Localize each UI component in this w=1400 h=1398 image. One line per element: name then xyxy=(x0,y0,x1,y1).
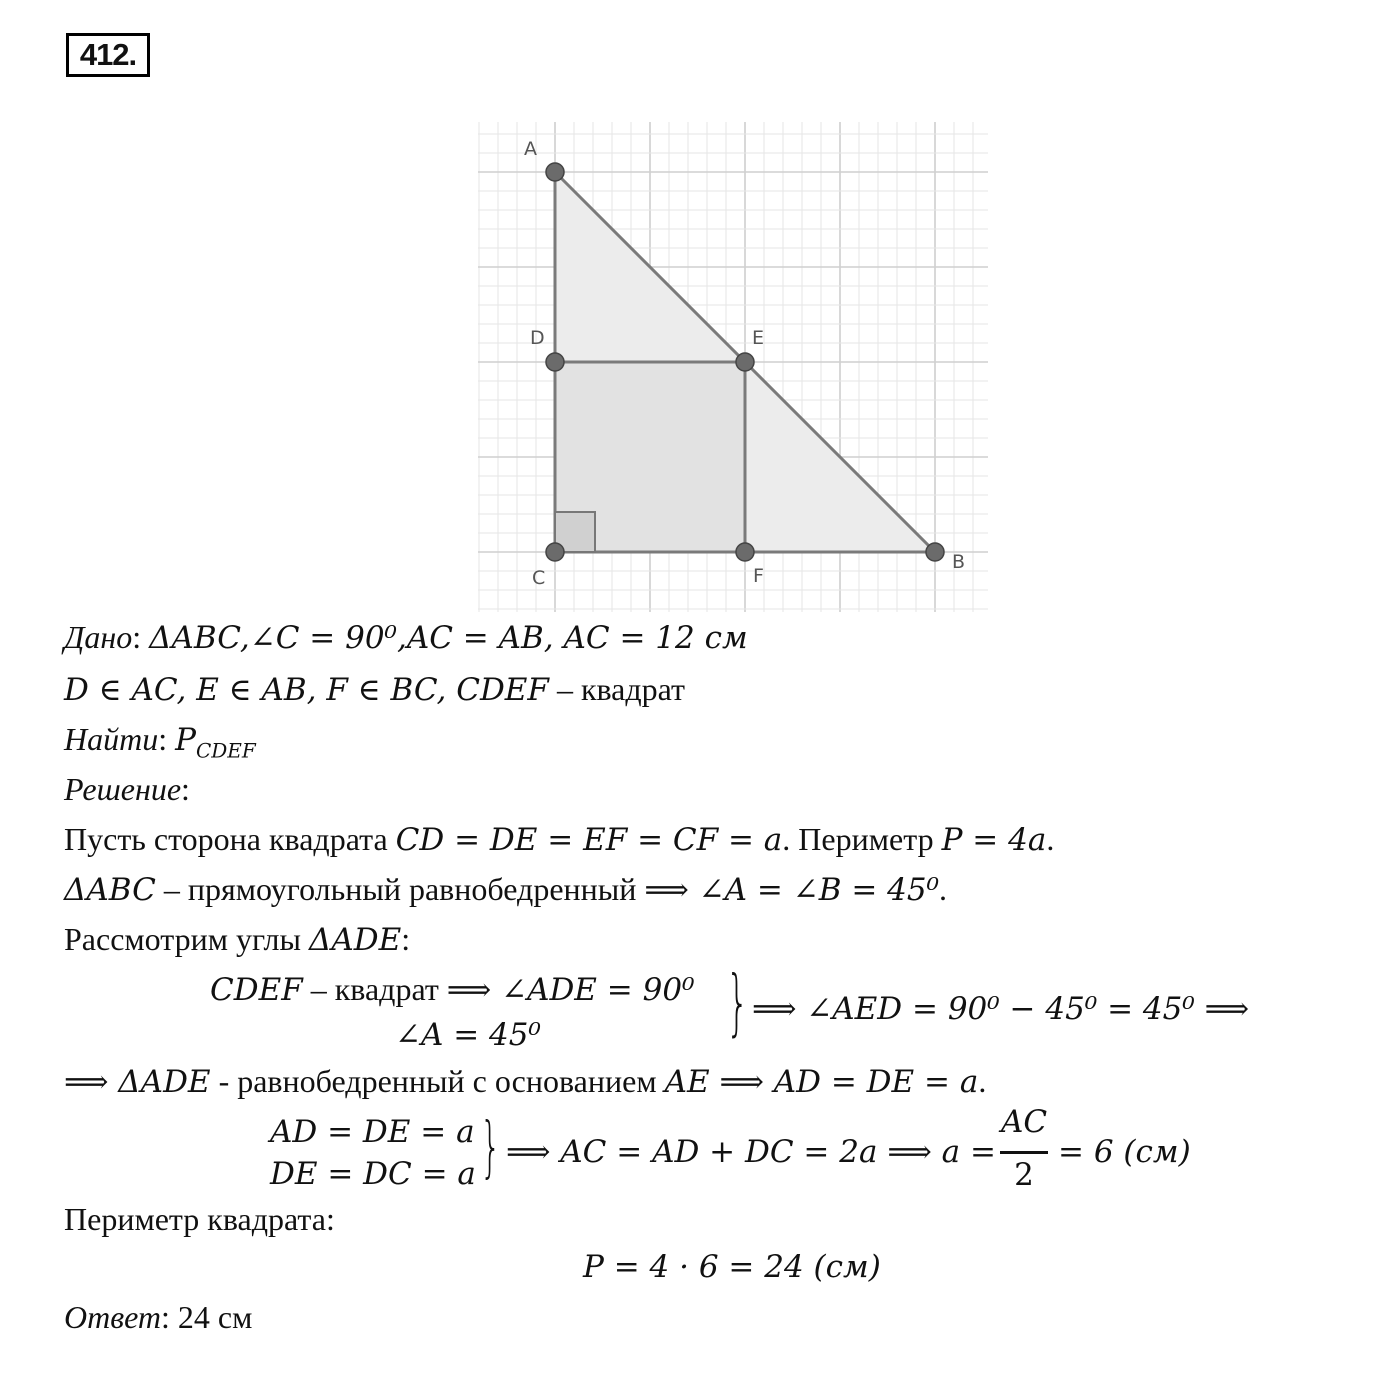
answer-value: : 24 см xyxy=(161,1299,253,1335)
system1-result: ⟹ ∠AED = 90⁰ − 45⁰ = 45⁰ ⟹ xyxy=(752,991,1250,1027)
l2-end: . xyxy=(939,871,948,907)
label-c: C xyxy=(532,567,546,589)
system2-line-b: DE = DC = a xyxy=(270,1156,476,1192)
system2-line-a: AD = DE = a xyxy=(270,1114,475,1150)
l4-text: - равнобедренный с основанием xyxy=(210,1063,665,1099)
label-e: E xyxy=(752,327,765,349)
find-subscript: CDEF xyxy=(195,738,256,763)
point-b xyxy=(926,543,944,561)
problem-number: 412. xyxy=(66,33,150,77)
l2-math2: ⟹ ∠A = ∠B = 45⁰ xyxy=(644,872,940,908)
solution-heading: Решение: xyxy=(64,771,190,807)
l1-end: . xyxy=(1046,821,1055,857)
fraction-denominator: 2 xyxy=(1014,1157,1034,1193)
point-c xyxy=(546,543,564,561)
solution-line-4 xyxy=(64,1065,986,1098)
label-b: B xyxy=(952,551,966,573)
solution-label: Решение xyxy=(64,771,182,807)
given-square-text: – квадрат xyxy=(548,671,686,707)
sys1-a-math2: ⟹ ∠ADE = 90⁰ xyxy=(446,972,695,1008)
answer-line xyxy=(64,1301,252,1333)
system1-line-a xyxy=(210,973,695,1006)
l1-math2: P = 4a xyxy=(941,822,1047,858)
system2-tail: = 6 (см) xyxy=(1058,1134,1191,1170)
l2-text: – прямоугольный равнобедренный xyxy=(155,871,645,907)
triangle-figure xyxy=(478,122,988,612)
l4-math2: AE ⟹ AD = DE = a xyxy=(664,1064,979,1100)
solution-line-1 xyxy=(64,823,1054,856)
l4-math: ⟹ ΔADE xyxy=(64,1064,211,1100)
given-label: Дано xyxy=(64,619,133,655)
answer-label: Ответ xyxy=(64,1299,161,1335)
given-conditions: ΔABC,∠C = 90⁰,AC = AB, AC = 12 см xyxy=(149,620,748,656)
find-label: Найти xyxy=(64,721,159,757)
system1-line-b: ∠A = 45⁰ xyxy=(395,1017,541,1053)
fraction-numerator: AC xyxy=(1000,1104,1048,1140)
find-value: P xyxy=(175,722,196,758)
label-f: F xyxy=(753,565,764,587)
l3-text: Рассмотрим углы xyxy=(64,921,309,957)
given-line-1: Дано: ΔABC,∠C = 90⁰,AC = AB, AC = 12 см xyxy=(64,619,748,656)
label-a: A xyxy=(524,138,537,160)
sys1-a-text: – квадрат xyxy=(302,971,447,1007)
given-points: D ∈ AC, E ∈ AB, F ∈ BC, CDEF xyxy=(64,672,549,708)
point-e xyxy=(736,353,754,371)
l1-math: CD = DE = EF = CF = a xyxy=(395,822,783,858)
fraction-bar xyxy=(1000,1151,1048,1154)
system1-brace: } xyxy=(726,960,749,1044)
l4-end: . xyxy=(978,1063,987,1099)
point-d xyxy=(546,353,564,371)
system2-result: ⟹ AC = AD + DC = 2a ⟹ a = xyxy=(506,1134,996,1170)
solution-line-2 xyxy=(64,873,947,906)
find-line: Найти: $P_{CDEF}$ xyxy=(64,721,256,763)
given-line-2 xyxy=(64,673,685,706)
l1-text: Пусть сторона квадрата xyxy=(64,821,396,857)
label-d: D xyxy=(530,327,545,349)
solution-line-3 xyxy=(64,923,410,956)
point-a xyxy=(546,163,564,181)
perimeter-formula: P = 4 · 6 = 24 (см) xyxy=(583,1249,881,1285)
system2-brace: } xyxy=(480,1108,501,1185)
l1-text2: . Периметр xyxy=(782,821,942,857)
point-f xyxy=(736,543,754,561)
l3-end: : xyxy=(401,921,411,957)
sys1-a-math: CDEF xyxy=(210,972,303,1008)
l2-math: ΔABC xyxy=(64,872,156,908)
perimeter-label: Периметр квадрата: xyxy=(64,1201,335,1237)
l3-math: ΔADE xyxy=(308,922,402,958)
